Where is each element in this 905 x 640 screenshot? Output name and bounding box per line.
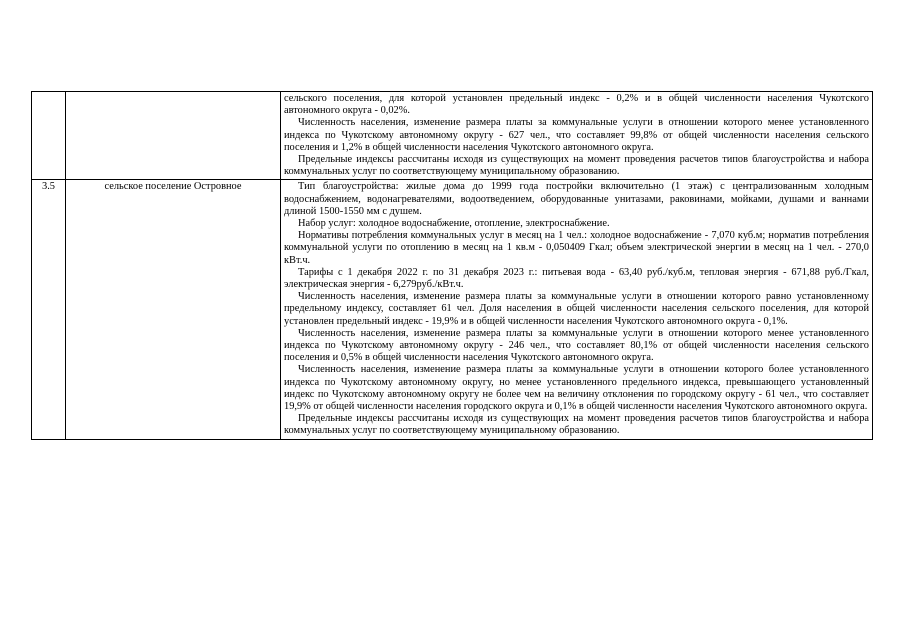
paragraph: Набор услуг: холодное водоснабжение, отопление, электроснабжение. [298, 218, 610, 230]
paragraph: Предельные индексы рассчитаны исходя из существующих на момент проведения расчетов типов благоустройства и набора коммунальных услуг по соответствующему муниципальному образованию. [284, 413, 869, 437]
table-row [32, 92, 873, 180]
paragraph: Численность населения, изменение размера платы за коммунальные услуги в отношении которого менее установленного индекса по Чукотскому автономному округу - 246 чел., что составляет 80,1% от общей численности населения сельского поселения и 0,5% в общей численности населения Чукотского автономного округа. [284, 327, 869, 364]
paragraph: Численность населения, изменение размера платы за коммунальные услуги в отношении которого более установленного индекса по Чукотскому автономному округу, но менее установленного предельного индекса, превышающего установленный индекс по Чукотскому автономному округу не более чем на величину отклонения по городскому округу - 61 чел., что составляет 19,9% от общей численности населения городского округа и 0,1% в общей численности населения Чукотского автономного округа. [284, 364, 869, 413]
paragraph: Тарифы с 1 декабря 2022 г. по 31 декабря 2023 г.: питьевая вода - 63,40 руб./куб.м, тепловая энергия - 671,88 руб./Гкал, электрическая энергия - 6,279руб./кВт.ч. [284, 266, 869, 291]
paragraph: Предельные индексы рассчитаны исходя из существующих на момент проведения расчетов типов благоустройства и набора коммунальных услуг по соответствующему муниципальному образованию. [284, 154, 869, 178]
paragraph: сельского поселения, для которой установлен предельный индекс - 0,2% и в общей численности населения Чукотского автономного округа - 0,02%. [284, 93, 869, 117]
paragraph: Численность населения, изменение размера платы за коммунальные услуги в отношении которого менее установленного индекса по Чукотскому автономному округу - 627 чел., что составляет 99,8% от общей численности населения сельского поселения и 1,2% в общей численности населения Чукотского автономного округа. [284, 117, 869, 153]
row-number: 3.5 [32, 180, 66, 439]
row-number [32, 92, 66, 180]
document-table [31, 91, 873, 440]
paragraph: Численность населения, изменение размера платы за коммунальные услуги в отношении которого равно установленному предельному индексу, составляет 61 чел. Доля населения в общей численности населения сельского поселения, для которой установлен предельный индекс - 19,9% и в общей численности населения Чукотского автономного округа - 0,1%. [284, 291, 869, 327]
paragraph: Тип благоустройства: жилые дома до 1999 года постройки включительно (1 этаж) с централизованным холодным водоснабжением, водонагревателями, водоотведением, оборудованные унитазами, раковинами, мойками, душами и ваннами длиной 1500-1550 мм с душем. [284, 181, 869, 217]
description-cell [281, 92, 873, 180]
settlement-name: сельское поселение Островное [66, 180, 281, 439]
settlement-name [66, 92, 281, 180]
paragraph: Нормативы потребления коммунальных услуг в месяц на 1 чел.: холодное водоснабжение - 7,070 куб.м; норматив потребления коммунальной услуги по отоплению в месяц на 1 кв.м - 0,050409 Гкал; объем электрической энергии в месяц на 1 чел. - 270,0 кВт.ч. [284, 230, 869, 266]
table-row [32, 180, 873, 439]
description-cell [281, 180, 873, 439]
